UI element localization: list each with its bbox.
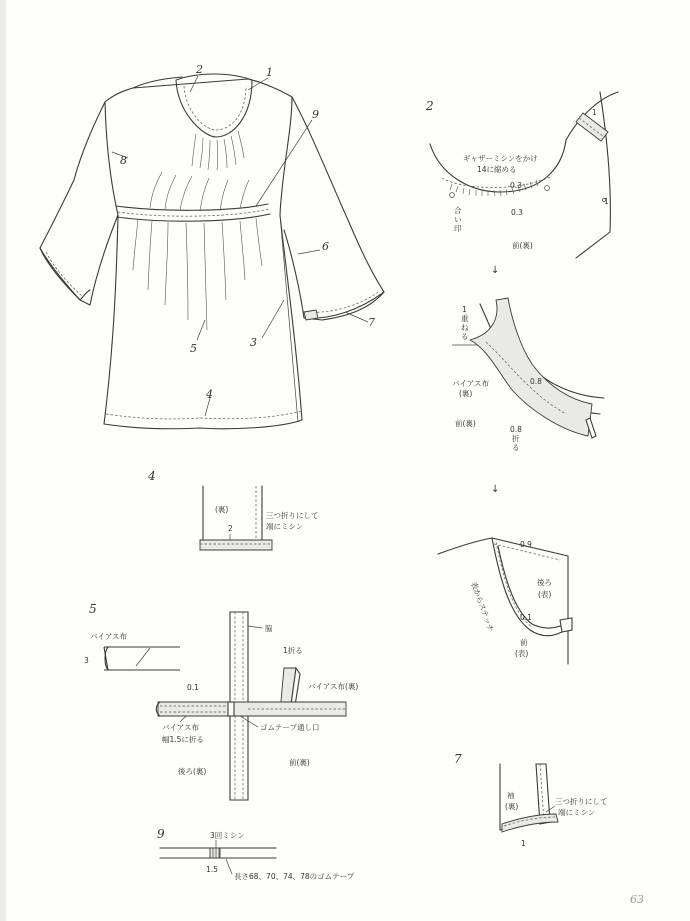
callout-2: 2 [196, 63, 203, 76]
bias-fold-2: 幅1.5に折る [162, 735, 204, 744]
page-number: 63 [630, 893, 644, 906]
step2-arrow-2: ↓ [491, 484, 500, 495]
match-mark-1: 合 [454, 206, 462, 215]
match-mark-3: 印 [454, 224, 462, 233]
step4-hem-width: 2 [228, 524, 233, 533]
back-right-1: 後ろ [537, 578, 552, 587]
overlap-2: 重 [461, 314, 469, 323]
fold-0-8-3: る [512, 443, 520, 452]
step7-hem-width: 1 [521, 839, 526, 848]
page-edge-shadow [0, 0, 6, 921]
step9-number: 9 [157, 827, 165, 841]
step9-elastic [157, 827, 355, 881]
fold-0-8-1: 0.8 [510, 425, 522, 434]
side-mark-1: 1 [604, 197, 609, 206]
sleeve-label-1: 袖 [507, 791, 515, 800]
gather-note-2: 14に縮める [477, 165, 517, 174]
step2-bias-attach [452, 298, 604, 495]
bias-fold-1: バイアス布 [162, 723, 199, 732]
step2-neckline-gather [425, 92, 618, 276]
bias-label-1: バイアス布 [452, 379, 489, 388]
tunic-illustration [40, 74, 384, 429]
step2-number: 2 [426, 99, 434, 113]
step4-note-1: 三つ折りにして [266, 511, 319, 520]
tape-width-3: 3 [84, 656, 89, 665]
callout-1: 1 [266, 66, 273, 79]
step7-note-2: 端にミシン [558, 808, 596, 817]
step2-bias-finished [438, 538, 572, 664]
elastic-opening-label: ゴムテープ通し口 [260, 723, 320, 732]
overlap-3: ね [461, 323, 469, 332]
callout-6: 6 [322, 240, 329, 253]
front-wrong-label: 前(裏) [512, 241, 533, 250]
main-callouts [112, 63, 375, 416]
step4-wrong: (裏) [215, 505, 229, 514]
callout-8: 8 [120, 154, 127, 167]
seam-0-8: 0.8 [530, 377, 542, 386]
overlap-1-5: 1.5 [206, 865, 218, 874]
step7-note-1: 三つ折りにして [555, 797, 608, 806]
step4-note-2: 端にミシン [266, 522, 304, 531]
step7-sleeve-hem [454, 752, 608, 848]
overlap-4: る [461, 332, 469, 341]
side-seam-label: 脇 [265, 624, 273, 633]
step5-number: 5 [89, 602, 97, 616]
front-right-1: 前 [520, 638, 528, 647]
step5-casing [84, 602, 358, 800]
gather-note-1: ギャザーミシンをかけ [463, 154, 538, 163]
seam-0-3-b: 0.3 [511, 208, 523, 217]
step2-arrow-1: ↓ [491, 265, 500, 276]
callout-7: 7 [368, 316, 375, 329]
fold-0-8-2: 折 [512, 434, 520, 443]
callout-3: 3 [250, 336, 257, 349]
overlap-1: 1 [462, 305, 467, 314]
elastic-length-label: 長さ68、70、74、78のゴムテープ [234, 872, 355, 881]
front-wrong-label-5: 前(裏) [289, 758, 310, 767]
band-width-1: 1 [592, 108, 597, 117]
stitch-3x-label: 3回ミシン [210, 831, 245, 840]
seam-0-3-a: 0.3 [510, 181, 522, 190]
fold-1-label: 1折る [283, 646, 303, 655]
seam-0-9: 0.9 [520, 540, 532, 549]
back-wrong-label: 後ろ(裏) [178, 767, 207, 776]
callout-5: 5 [190, 342, 197, 355]
callout-9: 9 [312, 108, 319, 121]
callout-4: 4 [206, 388, 213, 401]
seam-0-1-label: 0.1 [187, 683, 199, 692]
step4-hem [147, 469, 319, 550]
bias-tape-label: バイアス布 [90, 632, 127, 641]
step4-number: 4 [148, 469, 156, 483]
match-mark-2: い [454, 215, 462, 224]
step7-number: 7 [454, 752, 462, 766]
stitch-from-right: 表からステッチ [469, 580, 496, 633]
bias-label-2: (裏) [459, 389, 473, 398]
sleeve-label-2: (裏) [505, 802, 519, 811]
bias-wrong-label: バイアス布(裏) [308, 682, 359, 691]
seam-0-1: 0.1 [520, 613, 532, 622]
front-right-2: (表) [515, 649, 529, 658]
back-right-2: (表) [538, 590, 552, 599]
front-wrong-2: 前(裏) [455, 419, 476, 428]
